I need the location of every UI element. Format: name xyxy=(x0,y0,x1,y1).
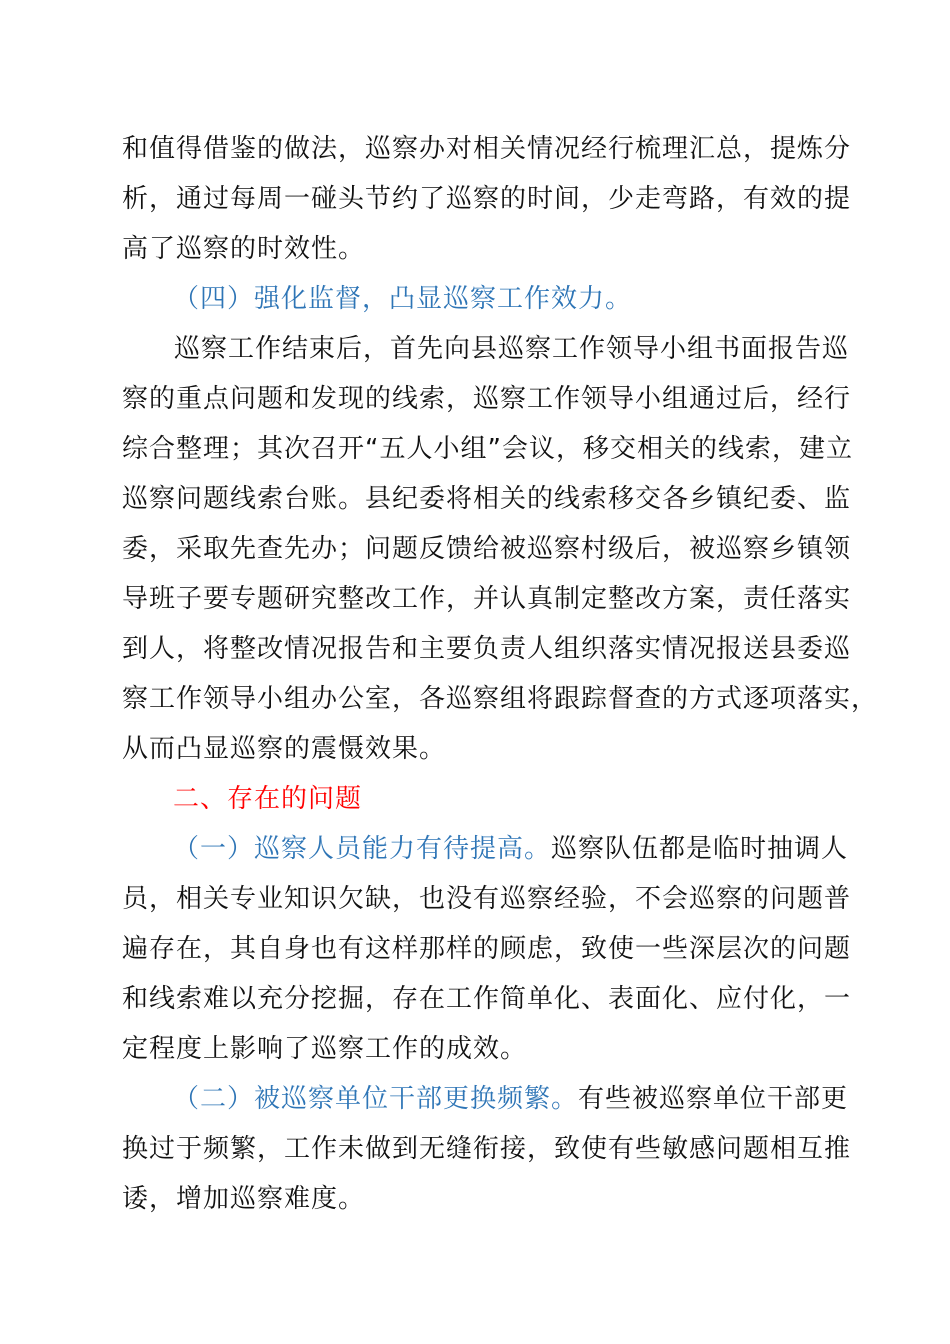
paragraph-line xyxy=(173,1079,950,1119)
paragraph-line: 察工作领导小组办公室，各巡察组将跟踪督查的方式逐项落实， xyxy=(122,684,879,714)
paragraph-line: 定程度上影响了巡察工作的成效。 xyxy=(122,1034,528,1064)
paragraph-line: 和线索难以充分挖掘，存在工作简单化、表面化、应付化，一 xyxy=(122,984,852,1014)
paragraph-text: 巡察队伍都是临时抽调人 xyxy=(551,834,849,864)
paragraph-line: 委，采取先查先办；问题反馈给被巡察村级后，被巡察乡镇领 xyxy=(122,534,852,564)
paragraph-line: 换过于频繁，工作未做到无缝衔接，致使有些敏感问题相互推 xyxy=(122,1134,852,1164)
paragraph-line: 察的重点问题和发现的线索，巡察工作领导小组通过后，经行 xyxy=(122,384,852,414)
paragraph-line: 综合整理；其次召开“五人小组”会议，移交相关的线索，建立 xyxy=(122,434,853,464)
paragraph-line: 巡察问题线索台账。县纪委将相关的线索移交各乡镇纪委、监 xyxy=(122,484,852,514)
paragraph-line xyxy=(173,829,950,869)
paragraph-line: 遍存在，其自身也有这样那样的顾虑，致使一些深层次的问题 xyxy=(122,934,852,964)
paragraph-line: 从而凸显巡察的震慑效果。 xyxy=(122,734,447,764)
paragraph-line: 析，通过每周一碰头节约了巡察的时间，少走弯路，有效的提 xyxy=(122,184,852,214)
paragraph-text: 有些被巡察单位干部更 xyxy=(578,1084,849,1114)
paragraph-line: 诿，增加巡察难度。 xyxy=(122,1184,366,1214)
paragraph-line: 和值得借鉴的做法，巡察办对相关情况经行梳理汇总，提炼分 xyxy=(122,134,852,164)
section-heading: 二、存在的问题 xyxy=(173,784,363,814)
subheading-two: （二）被巡察单位干部更换频繁。 xyxy=(173,1084,579,1114)
subheading-one: （一）巡察人员能力有待提高。 xyxy=(173,834,552,864)
paragraph-line: 员，相关专业知识欠缺，也没有巡察经验，不会巡察的问题普 xyxy=(122,884,852,914)
paragraph-line: 高了巡察的时效性。 xyxy=(122,234,366,264)
paragraph-line: 巡察工作结束后，首先向县巡察工作领导小组书面报告巡 xyxy=(174,334,850,364)
paragraph-line: 导班子要专题研究整改工作，并认真制定整改方案，责任落实 xyxy=(122,584,852,614)
subheading-four: （四）强化监督，凸显巡察工作效力。 xyxy=(173,284,633,314)
paragraph-line: 到人，将整改情况报告和主要负责人组织落实情况报送县委巡 xyxy=(122,634,852,664)
